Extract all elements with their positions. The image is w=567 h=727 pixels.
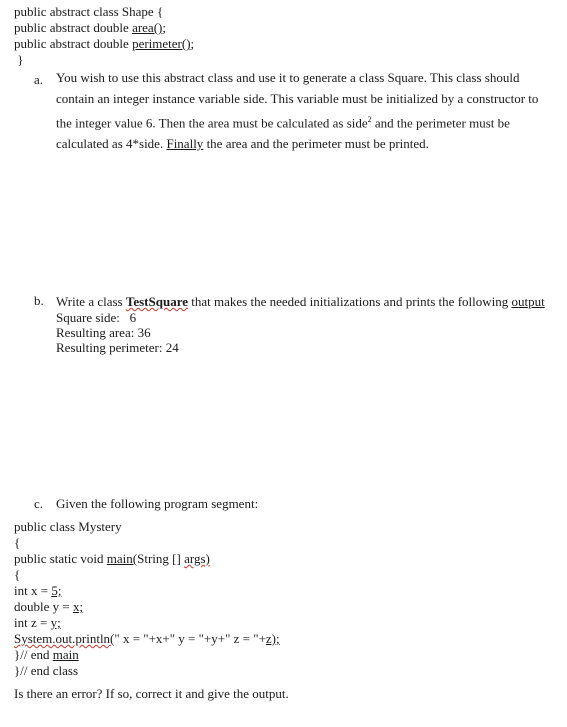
question-a-marker: a. bbox=[34, 72, 44, 87]
code-underlined: main bbox=[52, 647, 79, 662]
superscript: 2 bbox=[367, 115, 372, 124]
question-c-marker: c. bbox=[34, 496, 44, 511]
code-text: ; bbox=[162, 20, 166, 35]
shape-code-line-1: public abstract class Shape { bbox=[14, 4, 164, 19]
code-text: public abstract double bbox=[14, 36, 133, 51]
code-text: String [] bbox=[137, 551, 185, 566]
mystery-code-line-2: { bbox=[14, 535, 21, 550]
mystery-code-line-8 bbox=[14, 631, 280, 647]
output-word: output bbox=[511, 294, 545, 309]
shape-code-line-2 bbox=[14, 20, 166, 36]
finally-word: Finally bbox=[166, 136, 204, 152]
mystery-code-line-6 bbox=[14, 599, 83, 615]
question-b-text-part: that makes the needed initializations and prints the following bbox=[188, 294, 512, 309]
code-underlined: x; bbox=[72, 599, 84, 614]
code-text: int x = bbox=[14, 583, 52, 598]
question-c-text: Given the following program segment: bbox=[56, 496, 259, 511]
code-text: public static void bbox=[14, 551, 107, 566]
output-line-2: Resulting area: 36 bbox=[56, 325, 151, 340]
question-a-text-part: and the perimeter must be calculated as 4*side. bbox=[56, 115, 510, 152]
code-text: " x = "+x+" y = "+y+" z = "+ bbox=[114, 631, 266, 646]
test-square-class-name: TestSquare bbox=[125, 294, 189, 309]
output-line-3: Resulting perimeter: 24 bbox=[56, 340, 179, 355]
question-a-text-part: You wish to use this abstract class and use it to generate a class Square. This class should contain an integer instance variable side. This variable must be initialized by a constructor to the integer value 6. Then the area must be calculated as side bbox=[56, 70, 539, 131]
code-text: public abstract double bbox=[14, 20, 133, 35]
mystery-code-line-9 bbox=[14, 647, 79, 663]
code-text: double y = bbox=[14, 599, 73, 614]
mystery-code-line-4: { bbox=[14, 567, 21, 582]
mystery-code-line-5 bbox=[14, 583, 61, 599]
mystery-code-line-3 bbox=[14, 551, 210, 567]
code-underlined: 5; bbox=[51, 583, 62, 598]
main-method: main( bbox=[106, 551, 138, 566]
println-call: System.out.println( bbox=[14, 631, 115, 646]
shape-code-line-3 bbox=[14, 36, 194, 52]
area-method: area() bbox=[132, 20, 163, 35]
question-a-text bbox=[56, 67, 552, 154]
output-line-1: Square side: 6 bbox=[56, 310, 137, 325]
mystery-code-line-1: public class Mystery bbox=[14, 519, 122, 534]
shape-code-line-4: } bbox=[14, 52, 24, 67]
perimeter-method: perimeter() bbox=[132, 36, 191, 51]
question-b-marker: b. bbox=[34, 293, 44, 308]
question-a-text-part: the area and the perimeter must be printed. bbox=[203, 136, 429, 152]
mystery-code-line-7 bbox=[14, 615, 61, 631]
code-underlined: z); bbox=[265, 631, 280, 646]
code-text: ; bbox=[190, 36, 195, 51]
code-text: int z = bbox=[14, 615, 51, 630]
question-b-text-part: Write a class bbox=[56, 294, 126, 309]
args-param: args) bbox=[184, 551, 210, 566]
mystery-code-line-10: }// end class bbox=[14, 663, 79, 678]
code-text: }// end bbox=[14, 647, 53, 662]
code-underlined: y; bbox=[50, 615, 61, 630]
final-question: Is there an error? If so, correct it and give the output. bbox=[14, 686, 289, 701]
question-b-text bbox=[56, 294, 556, 309]
